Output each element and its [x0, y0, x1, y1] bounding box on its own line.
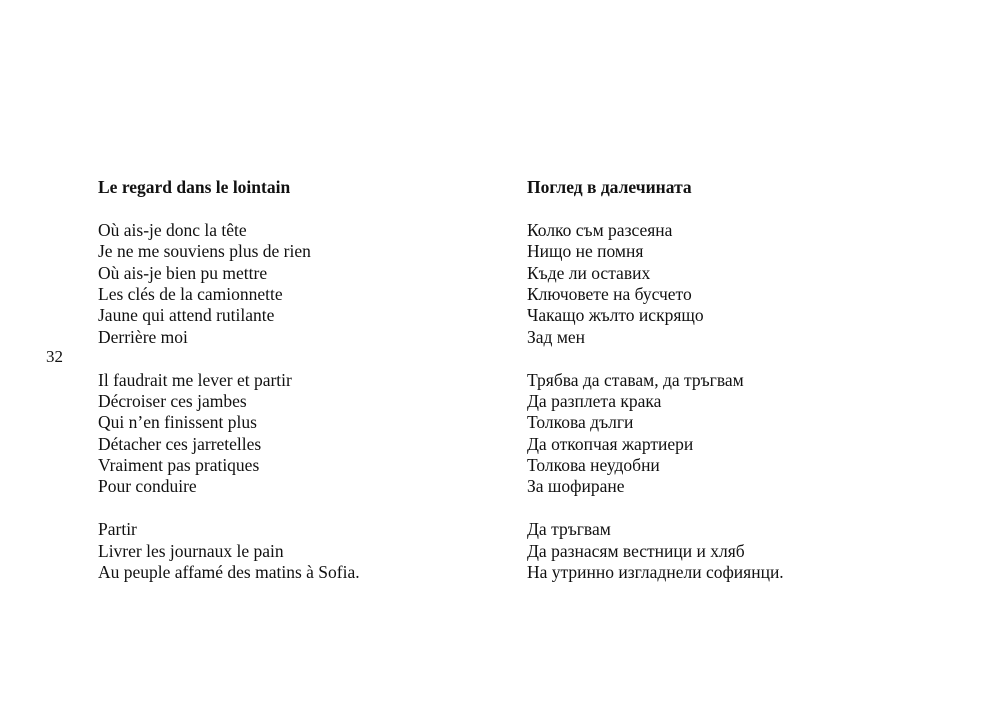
- poem-line: Толкова неудобни: [527, 455, 660, 476]
- poem-line: Pour conduire: [98, 476, 197, 497]
- poem-line: Jaune qui attend rutilante: [98, 305, 275, 326]
- poem-line: Il faudrait me lever et partir: [98, 369, 292, 390]
- poem-line: На утринно изгладнели софиянци.: [527, 562, 784, 583]
- poem-line: Où ais-je donc la tête: [98, 219, 247, 240]
- poem-line: Трябва да ставам, да тръгвам: [527, 369, 744, 390]
- poem-line: Да откопчая жартиери: [527, 433, 694, 454]
- poem-line: Да разплета крака: [527, 390, 662, 411]
- poem-line: Où ais-je bien pu mettre: [98, 262, 268, 283]
- poem-line: Ключовете на бусчето: [527, 283, 692, 304]
- poem-line: Чакащо жълто искрящо: [527, 305, 704, 326]
- poem-line: Да тръгвам: [527, 519, 611, 540]
- poem-line: Qui n’en finissent plus: [98, 412, 257, 433]
- poem-line: Vraiment pas pratiques: [98, 455, 260, 476]
- french-poem: [98, 177, 478, 583]
- poem-line: Derrière moi: [98, 326, 188, 347]
- french-stanza-2: [98, 370, 478, 498]
- poem-line: Les clés de la camionnette: [98, 283, 283, 304]
- bulgarian-poem: [527, 177, 947, 583]
- poem-line: Да разнасям вестници и хляб: [527, 540, 745, 561]
- poem-line: Je ne me souviens plus de rien: [98, 241, 311, 262]
- poem-line: Au peuple affamé des matins à Sofia.: [98, 562, 360, 583]
- poem-line: Къде ли оставих: [527, 262, 651, 283]
- poem-line: Partir: [98, 519, 137, 540]
- poem-line: За шофиране: [527, 476, 625, 497]
- poem-line: Толкова дълги: [527, 412, 634, 433]
- poem-line: Нищо не помня: [527, 241, 644, 262]
- french-poem-title: Le regard dans le lointain: [98, 177, 291, 197]
- bulgarian-poem-title: Поглед в далечината: [527, 177, 692, 197]
- bulgarian-stanza-3: [527, 519, 947, 583]
- page-number: 32: [46, 347, 63, 366]
- bulgarian-stanza-2: [527, 370, 947, 498]
- poem-line: Détacher ces jarretelles: [98, 433, 262, 454]
- poem-line: Livrer les journaux le pain: [98, 540, 284, 561]
- french-stanza-1: [98, 220, 478, 348]
- poem-line: Зад мен: [527, 326, 586, 347]
- poem-line: Колко съм разсеяна: [527, 219, 673, 240]
- bulgarian-stanza-1: [527, 220, 947, 348]
- french-stanza-3: [98, 519, 478, 583]
- poem-line: Décroiser ces jambes: [98, 390, 247, 411]
